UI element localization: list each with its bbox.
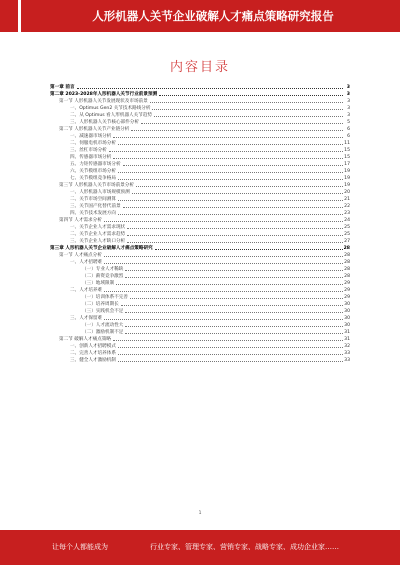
toc-entry-page: 3	[347, 106, 350, 111]
toc-entry[interactable]	[50, 154, 350, 161]
toc-leader-dots	[113, 137, 343, 138]
toc-entry-page: 28	[344, 260, 350, 265]
toc-entry-page: 29	[344, 288, 350, 293]
toc-leader-dots	[118, 354, 343, 355]
toc-entry[interactable]	[50, 91, 350, 98]
toc-leader-dots	[125, 326, 343, 327]
toc-leader-dots	[125, 312, 343, 313]
toc-entry-label: 四、传感器市场分析	[70, 155, 112, 160]
toc-entry-page: 31	[344, 337, 350, 342]
toc-entry[interactable]	[50, 105, 350, 112]
toc-entry-label: 二、关节市场空间测算	[70, 197, 116, 202]
toc-leader-dots	[141, 123, 343, 124]
toc-leader-dots	[127, 242, 343, 243]
toc-entry-label: 二、人才培养难	[70, 288, 103, 293]
toc-entry-page: 33	[344, 351, 350, 356]
toc-leader-dots	[132, 193, 343, 194]
toc-entry-page: 30	[344, 323, 350, 328]
toc-entry[interactable]	[50, 217, 350, 224]
toc-entry-label: 三、健全人才激励机制	[70, 358, 116, 363]
toc-entry[interactable]	[50, 203, 350, 210]
toc-leader-dots	[118, 347, 343, 348]
toc-leader-dots	[118, 172, 343, 173]
toc-entry-label: 二、从 Optimus 看人形机器人关节趋势	[70, 113, 153, 118]
toc-entry-label: （一）人才流动性大	[82, 323, 124, 328]
toc-leader-dots	[127, 228, 343, 229]
toc-entry-page: 27	[344, 239, 350, 244]
toc-entry[interactable]	[50, 357, 350, 364]
toc-entry-label: 第一章 前言	[50, 85, 75, 90]
toc-entry-label: （一）培训体系不完善	[82, 295, 128, 300]
toc-entry[interactable]	[50, 98, 350, 105]
toc-entry-label: 第二章 2023-2028年人形机器人关节行业前景预测	[50, 92, 158, 97]
toc-entry-page: 3	[346, 85, 350, 90]
toc-entry-page: 23	[344, 211, 350, 216]
toc-entry[interactable]	[50, 161, 350, 168]
toc-entry[interactable]	[50, 210, 350, 217]
toc-entry[interactable]	[50, 301, 350, 308]
toc-leader-dots	[131, 130, 343, 131]
toc-leader-dots	[118, 179, 343, 180]
toc-entry[interactable]	[50, 252, 350, 259]
toc-entry-page: 29	[344, 281, 350, 286]
toc-entry[interactable]	[50, 266, 350, 273]
toc-entry-page: 30	[344, 316, 350, 321]
toc-entry-page: 15	[344, 148, 350, 153]
toc-entry-page: 25	[344, 225, 350, 230]
toc-leader-dots	[127, 235, 343, 236]
toc-entry-label: 一、减速器市场分析	[70, 134, 112, 139]
toc-entry-page: 20	[344, 190, 350, 195]
toc-entry-page: 19	[344, 169, 350, 174]
toc-entry[interactable]	[50, 196, 350, 203]
toc-entry[interactable]	[50, 182, 350, 189]
toc-leader-dots	[121, 305, 343, 306]
toc-leader-dots	[125, 270, 343, 271]
toc-entry-page: 25	[344, 232, 350, 237]
footer-tagline: 行业专家、管理专家、营销专家、战略专家、成功企业家……	[150, 543, 339, 551]
toc-leader-dots	[113, 340, 343, 341]
toc-entry-label: 第四节 人才需求分析	[59, 218, 102, 223]
toc-entry-page: 19	[344, 176, 350, 181]
toc-entry-label: （三）实践机会不足	[82, 309, 124, 314]
toc-entry-label: 一、人才招聘难	[70, 260, 103, 265]
toc-entry[interactable]	[50, 119, 350, 126]
footer-bar	[0, 530, 400, 565]
toc-entry-label: 五、力矩传感器市场分析	[70, 162, 121, 167]
toc-entry[interactable]	[50, 84, 350, 91]
toc-entry-label: 二、关节企业人才需求趋势	[70, 232, 126, 237]
toc-entry[interactable]	[50, 280, 350, 287]
toc-entry[interactable]	[50, 189, 350, 196]
toc-entry[interactable]	[50, 238, 350, 245]
toc-entry-label: 二、完善人才培养体系	[70, 351, 116, 356]
toc-leader-dots	[125, 277, 343, 278]
toc-entry-label: （一）专业人才稀缺	[82, 267, 124, 272]
toc-entry-page: 11	[344, 141, 350, 146]
toc-leader-dots	[116, 284, 343, 285]
toc-entry-label: （二）薪资竞争激烈	[82, 274, 124, 279]
toc-leader-dots	[125, 333, 343, 334]
toc-leader-dots	[118, 200, 343, 201]
toc-entry[interactable]	[50, 133, 350, 140]
toc-entry-label: （三）地域限制	[82, 281, 115, 286]
toc-entry-page: 33	[344, 358, 350, 363]
toc-leader-dots	[155, 249, 343, 250]
toc-entry[interactable]	[50, 112, 350, 119]
toc-entry-label: 第二节 破解人才痛点策略	[59, 337, 111, 342]
toc-entry-page: 28	[344, 253, 350, 258]
toc-leader-dots	[130, 298, 343, 299]
toc-entry-label: （二）培养周期长	[82, 302, 119, 307]
toc-entry-page: 3	[346, 92, 350, 97]
toc-entry-page: 28	[343, 246, 350, 251]
toc-entry-page: 22	[344, 204, 350, 209]
toc-leader-dots	[154, 116, 343, 117]
toc-entry[interactable]	[50, 140, 350, 147]
toc-entry-label: 第一节 人才痛点分析	[59, 253, 102, 258]
toc-entry-page: 19	[344, 183, 350, 188]
toc-entry-label: 第三节 人形机器人关节市场前景分析	[59, 183, 134, 188]
footer-slogan: 让每个人都能成为	[52, 543, 108, 551]
toc-entry[interactable]	[50, 259, 350, 266]
toc-entry-label: 第一节 人形机器人关节发展现状及市场前景	[59, 99, 148, 104]
toc-leader-dots	[113, 158, 343, 159]
toc-entry-page: 6	[347, 127, 350, 132]
toc-entry-page: 3	[347, 99, 350, 104]
toc-entry-page: 15	[344, 155, 350, 160]
toc-entry-page: 21	[344, 197, 350, 202]
toc-entry-label: 第三章 人形机器人关节企业破解人才痛点策略研究	[50, 246, 153, 251]
toc-leader-dots	[159, 95, 343, 96]
toc-entry-label: 四、关节技术发展方向	[70, 211, 116, 216]
toc-entry[interactable]	[50, 287, 350, 294]
toc-heading: 内容目录	[169, 60, 230, 75]
toc-entry[interactable]	[50, 273, 350, 280]
toc-entry[interactable]	[50, 322, 350, 329]
toc-entry[interactable]	[50, 329, 350, 336]
toc-entry[interactable]	[50, 224, 350, 231]
toc-entry[interactable]	[50, 175, 350, 182]
toc-leader-dots	[109, 151, 343, 152]
toc-entry-label: 一、Optimus Gen2 关节技术路线分析	[70, 106, 151, 111]
toc-entry[interactable]	[50, 343, 350, 350]
toc-entry-label: 一、关节企业人才需求现状	[70, 225, 126, 230]
toc-entry-label: 七、关节模组竞争格局	[70, 176, 116, 181]
toc-entry-label: 第二节 人形机器人关节产业链分析	[59, 127, 130, 132]
page-number: 1	[198, 511, 202, 516]
toc-entry-page: 28	[344, 274, 350, 279]
toc-entry[interactable]	[50, 308, 350, 315]
toc-entry-label: 三、关节国产化替代前景	[70, 204, 121, 209]
toc-entry-label: 三、人形机器人关节核心部件分析	[70, 120, 139, 125]
toc-entry[interactable]	[50, 336, 350, 343]
toc-entry[interactable]	[50, 168, 350, 175]
toc-entry-page: 5	[347, 120, 350, 125]
toc-entry-page: 24	[344, 218, 350, 223]
toc-entry[interactable]	[50, 294, 350, 301]
toc-entry-page: 6	[347, 134, 350, 139]
toc-leader-dots	[136, 186, 343, 187]
toc-leader-dots	[104, 221, 343, 222]
header-bar	[0, 0, 400, 32]
toc-leader-dots	[104, 256, 343, 257]
toc-leader-dots	[118, 214, 343, 215]
toc-entry[interactable]	[50, 350, 350, 357]
toc-entry-page: 30	[344, 309, 350, 314]
toc-entry[interactable]	[50, 245, 350, 252]
toc-entry-label: 三、人才保留难	[70, 316, 103, 321]
toc-entry[interactable]	[50, 147, 350, 154]
toc-entry-label: 三、丝杠市场分析	[70, 148, 107, 153]
table-of-contents	[50, 84, 350, 364]
toc-entry-page: 30	[344, 302, 350, 307]
toc-entry-label: 一、创新人才招聘模式	[70, 344, 116, 349]
toc-entry[interactable]	[50, 126, 350, 133]
toc-leader-dots	[123, 165, 343, 166]
toc-leader-dots	[152, 109, 343, 110]
header-accent-stripe	[18, 0, 21, 32]
toc-entry-page: 32	[344, 344, 350, 349]
toc-entry-label: 二、伺服电机市场分析	[70, 141, 116, 146]
toc-leader-dots	[118, 361, 343, 362]
toc-leader-dots	[104, 291, 343, 292]
toc-entry-page: 31	[344, 330, 350, 335]
toc-leader-dots	[150, 102, 343, 103]
toc-entry-page: 17	[344, 162, 350, 167]
toc-entry-page: 28	[344, 267, 350, 272]
toc-leader-dots	[123, 207, 343, 208]
toc-entry-label: （二）激励机制不足	[82, 330, 124, 335]
toc-entry-label: 三、关节企业人才缺口分析	[70, 239, 126, 244]
toc-leader-dots	[118, 144, 343, 145]
report-title: 人形机器人关节企业破解人才痛点策略研究报告	[92, 9, 334, 23]
toc-entry-page: 3	[347, 113, 350, 118]
toc-entry-label: 一、人形机器人市场规模预测	[70, 190, 130, 195]
toc-entry-page: 29	[344, 295, 350, 300]
toc-entry[interactable]	[50, 315, 350, 322]
toc-leader-dots	[104, 319, 343, 320]
toc-leader-dots	[104, 263, 343, 264]
toc-entry[interactable]	[50, 231, 350, 238]
toc-leader-dots	[77, 88, 343, 89]
toc-entry-label: 六、关节模组市场分析	[70, 169, 116, 174]
